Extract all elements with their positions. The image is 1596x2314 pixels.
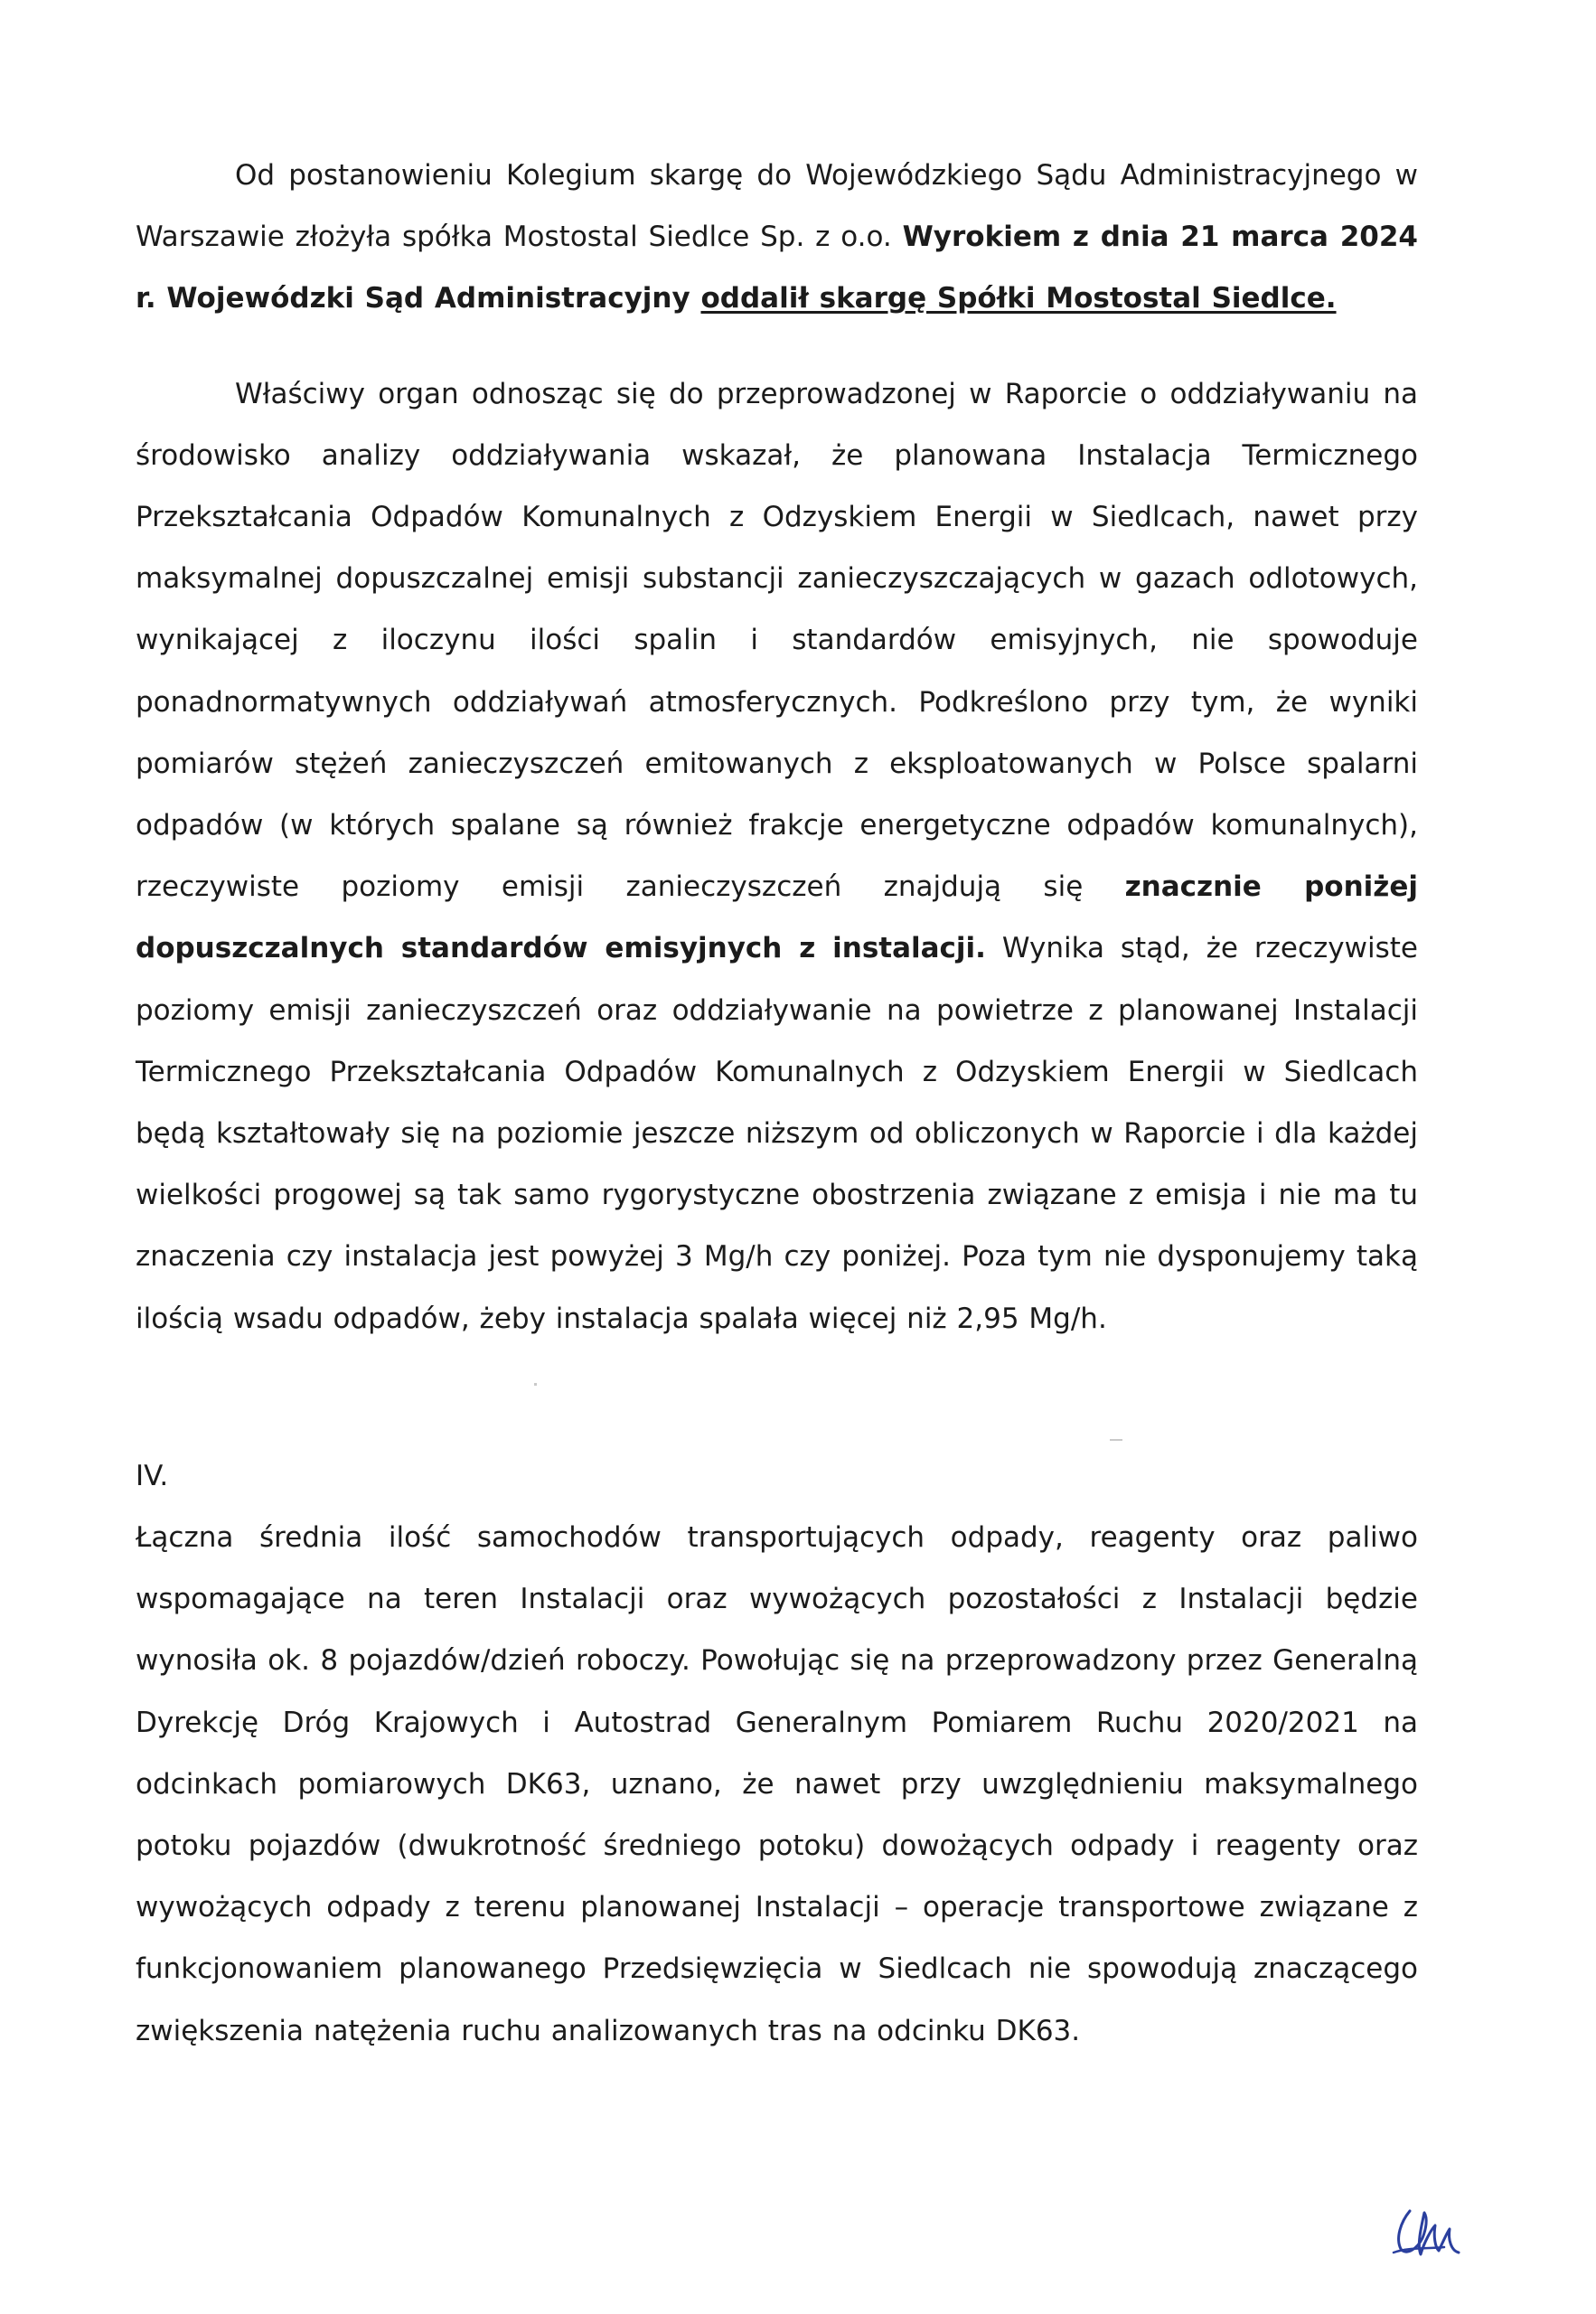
signature-mark [1390, 2202, 1468, 2263]
scan-speck [1110, 1439, 1122, 1441]
paragraph-1-bold: Wyrokiem z dnia 21 marca 2024 r. Wojewódzki Sąd Administracyjny [136, 221, 1418, 315]
section-heading: IV. [136, 1459, 169, 1492]
paragraph-1-bold-underlined: oddalił skargę Spółki Mostostal Siedlce. [700, 282, 1337, 315]
paragraph-2-bold: znacznie poniżej dopuszczalnych standardów emisyjnych z instalacji. [136, 870, 1418, 965]
paragraph-2-text-b: Wynika stąd, że rzeczywiste poziomy emisji zanieczyszczeń oraz oddziaływanie na powietrze z planowanej Instalacji Termicznego Przekształcania Odpadów Komunalnych z Odzyskiem Energii w Siedlcach będą kształtowały się na poziomie jeszcze niższym od obliczonych w Raporcie i dla każdej wielkości progowej są tak samo rygorystyczne obostrzenia związane z emisja i nie ma tu znaczenia czy instalacja jest powyżej 3 Mg/h czy poniżej. Poza tym nie dysponujemy taką ilością wsadu odpadów, żeby instalacja spalała więcej niż 2,95 Mg/h. [136, 932, 1418, 1335]
paragraph-2 [136, 363, 1418, 1350]
paragraph-1 [136, 145, 1418, 330]
paragraph-2-text-a: Właściwy organ odnosząc się do przeprowadzonej w Raporcie o oddziaływaniu na środowisko analizy oddziaływania wskazał, że planowana Instalacja Termicznego Przekształcania Odpadów Komunalnych z Odzyskiem Energii w Siedlcach, nawet przy maksymalnej dopuszczalnej emisji substancji zanieczyszczających w gazach odlotowych, wynikającej z iloczynu ilości spalin i standardów emisyjnych, nie spowoduje ponadnormatywnych oddziaływań atmosferycznych. Podkreślono przy tym, że wyniki pomiarów stężeń zanieczyszczeń emitowanych z eksploatowanych w Polsce spalarni odpadów (w których spalane są również frakcje energetyczne odpadów komunalnych), rzeczywiste poziomy emisji zanieczyszczeń znajdują się [136, 377, 1418, 904]
paragraph-1-text: Od postanowieniu Kolegium skargę do Wojewódzkiego Sądu Administracyjnego w Warszawie złożyła spółka Mostostal Siedlce Sp. z o.o. [136, 159, 1418, 254]
paragraph-3: Łączna średnia ilość samochodów transportujących odpady, reagenty oraz paliwo wspomagające na teren Instalacji oraz wywożących pozostałości z Instalacji będzie wynosiła ok. 8 pojazdów/dzień roboczy. Powołując się na przeprowadzony przez Generalną Dyrekcję Dróg Krajowych i Autostrad Generalnym Pomiarem Ruchu 2020/2021 na odcinkach pomiarowych DK63, uznano, że nawet przy uwzględnieniu maksymalnego potoku pojazdów (dwukrotność średniego potoku) dowożących odpady i reagenty oraz wywożących odpady z terenu planowanej Instalacji – operacje transportowe związane z funkcjonowaniem planowanego Przedsięwzięcia w Siedlcach nie spowodują znaczącego zwiększenia natężenia ruchu analizowanych tras na odcinku DK63. [136, 1521, 1418, 2047]
scan-speck [534, 1383, 537, 1386]
